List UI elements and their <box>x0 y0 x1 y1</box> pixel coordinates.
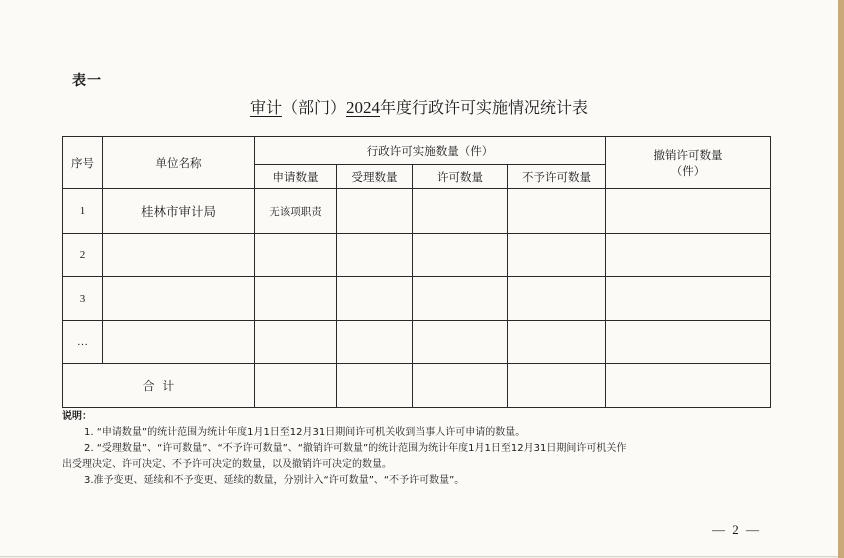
table-row <box>63 321 771 364</box>
total-deny <box>508 364 606 408</box>
note-3: 3.准予变更、延续和不予变更、延续的数量，分别计入“许可数量”、“不予许可数量”。 <box>84 475 465 486</box>
page-number: — 2 — <box>712 522 761 537</box>
row-permit <box>413 234 508 277</box>
row-apply: 无该项职责 <box>255 189 337 234</box>
header-revoke <box>606 137 771 189</box>
row-permit <box>413 277 508 321</box>
title-main: 年度行政许可实施情况统计表 <box>380 98 589 117</box>
row-unit: 桂林市审计局 <box>103 189 255 234</box>
row-revoke <box>606 277 771 321</box>
total-label: 合 计 <box>63 364 255 408</box>
title-dept-suffix: （部门） <box>281 98 346 117</box>
row-accept <box>337 277 413 321</box>
row-apply <box>255 277 337 321</box>
table-row <box>63 189 771 234</box>
row-deny <box>508 189 606 234</box>
row-accept <box>337 321 413 364</box>
row-accept <box>337 234 413 277</box>
table-row <box>63 277 771 321</box>
notes-section <box>62 409 782 489</box>
note-2a: 2. “受理数量”、“许可数量”、“不予许可数量”、“撤销许可数量”的统计范围为统计年度1月1日至12月31日期间许可机关作 <box>84 443 627 454</box>
row-unit <box>103 277 255 321</box>
header-permit: 许可数量 <box>413 165 508 189</box>
row-deny <box>508 277 606 321</box>
total-revoke <box>606 364 771 408</box>
row-accept <box>337 189 413 234</box>
notes-lead: 说明： <box>62 411 92 422</box>
row-apply <box>255 234 337 277</box>
header-deny: 不予许可数量 <box>508 165 606 189</box>
title-year: 2024 <box>346 98 380 117</box>
table-total-row <box>63 364 771 408</box>
header-unit-name: 单位名称 <box>103 137 255 189</box>
header-revoke-line1: 撤销许可数量 <box>653 147 723 162</box>
table-row <box>63 234 771 277</box>
table-label: 表一 <box>72 73 102 89</box>
total-apply <box>255 364 337 408</box>
header-accept: 受理数量 <box>337 165 413 189</box>
row-permit <box>413 321 508 364</box>
row-unit <box>103 234 255 277</box>
page-edge <box>838 0 844 558</box>
row-unit <box>103 321 255 364</box>
row-permit <box>413 189 508 234</box>
header-implementation-group: 行政许可实施数量（件） <box>255 137 606 165</box>
total-accept <box>337 364 413 408</box>
row-revoke <box>606 321 771 364</box>
row-apply <box>255 321 337 364</box>
header-revoke-line2: （件） <box>670 163 706 178</box>
header-apply: 申请数量 <box>255 165 337 189</box>
row-seq: 3 <box>63 277 103 321</box>
statistics-table <box>62 136 771 408</box>
row-seq: 1 <box>63 189 103 234</box>
row-revoke <box>606 189 771 234</box>
row-deny <box>508 234 606 277</box>
row-seq: … <box>63 321 103 364</box>
row-revoke <box>606 234 771 277</box>
title-dept-name: 审计 <box>249 98 282 117</box>
header-seq: 序号 <box>63 137 103 189</box>
note-2b: 出受理决定、许可决定、不予许可决定的数量，以及撤销许可决定的数量。 <box>62 459 392 470</box>
row-deny <box>508 321 606 364</box>
total-permit <box>413 364 508 408</box>
note-1: 1. “申请数量”的统计范围为统计年度1月1日至12月31日期间许可机关收到当事人许可申请的数量。 <box>84 427 526 438</box>
table-title <box>0 95 838 118</box>
row-seq: 2 <box>63 234 103 277</box>
